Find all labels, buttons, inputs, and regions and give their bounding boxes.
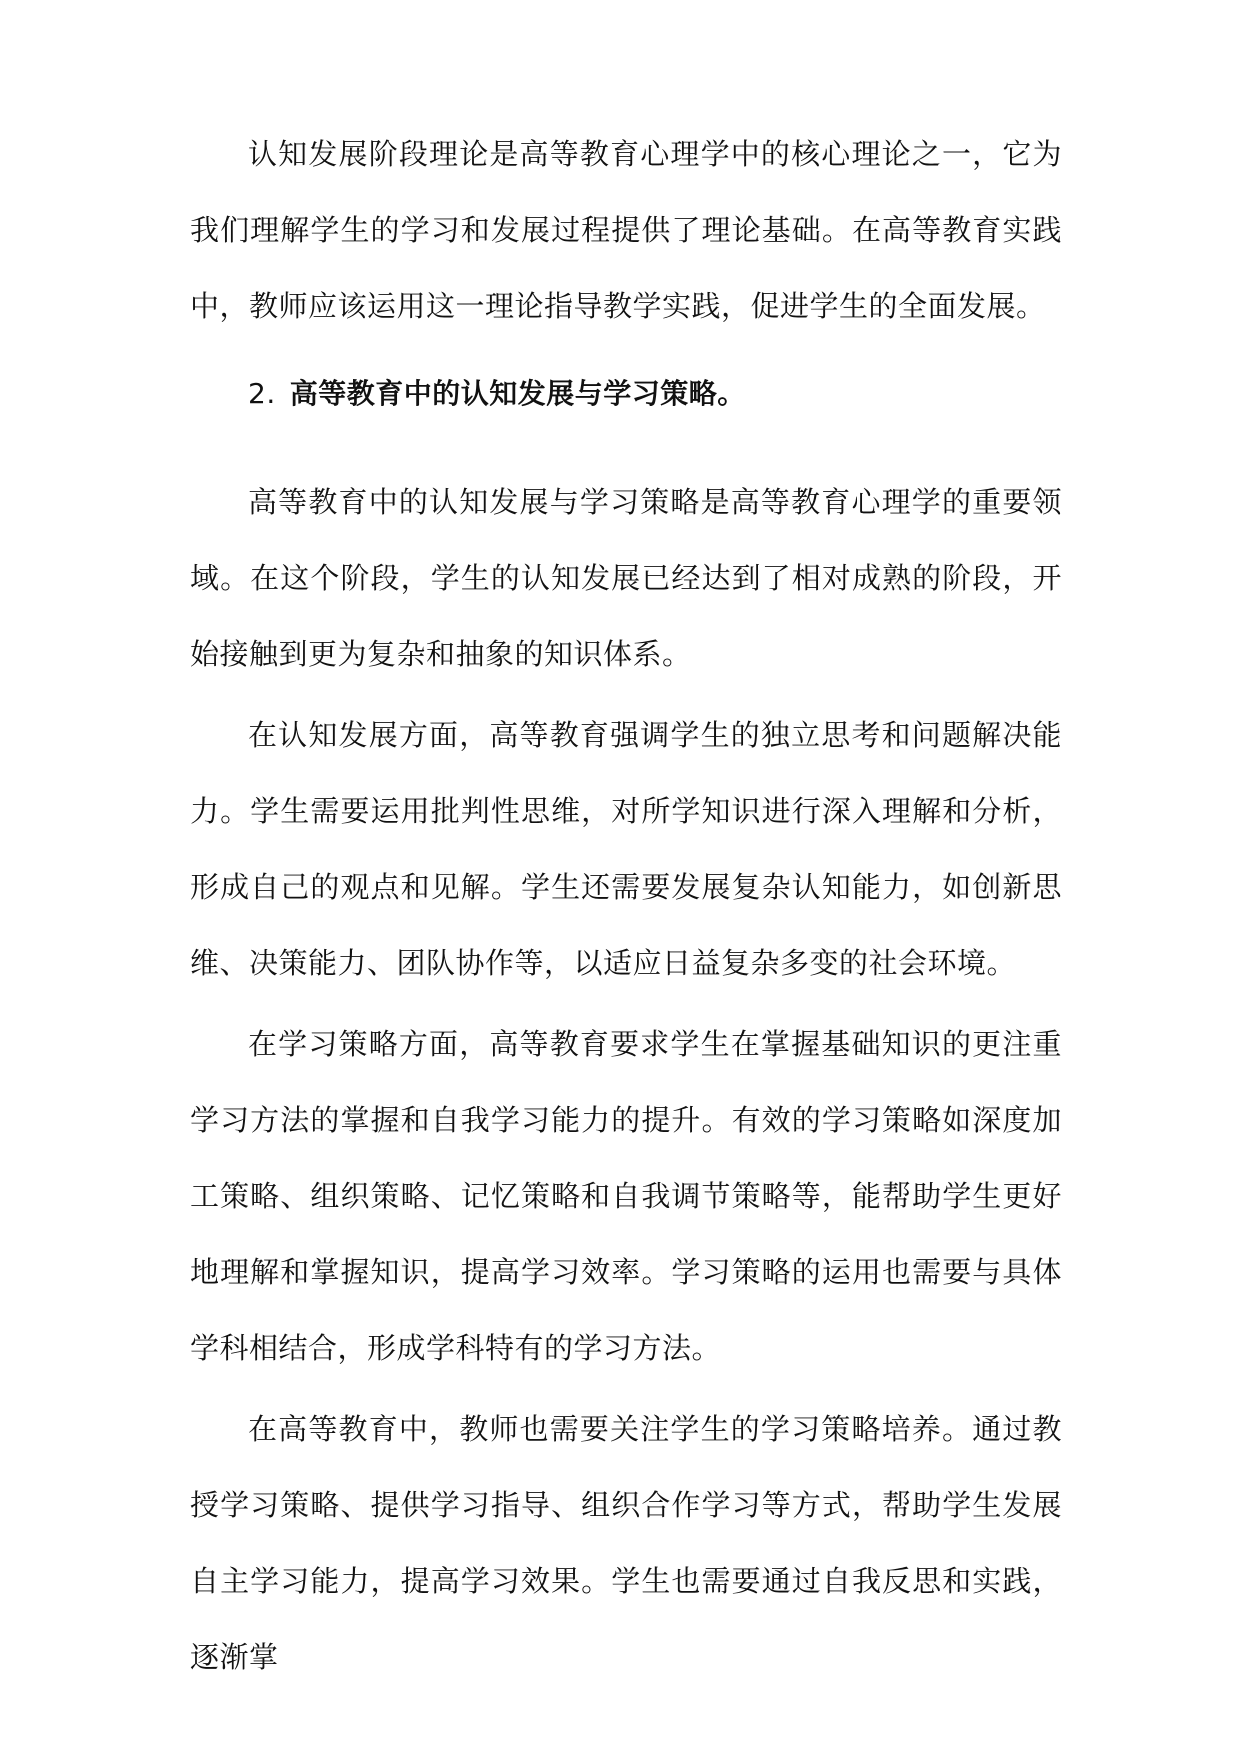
section-number: 2.	[248, 377, 276, 410]
section-title: 高等教育中的认知发展与学习策略。	[289, 377, 746, 410]
body-paragraph: 在高等教育中，教师也需要关注学生的学习策略培养。通过教授学习策略、提供学习指导、组织合作学习等方式，帮助学生发展自主学习能力，提高学习效果。学生也需要通过自我反思和实践，逐渐掌	[190, 1412, 1062, 1674]
body-paragraph: 在认知发展方面，高等教育强调学生的独立思考和问题解决能力。学生需要运用批判性思维，对所学知识进行深入理解和分析，形成自己的观点和见解。学生还需要发展复杂认知能力，如创新思维、决策能力、团队协作等，以适应日益复杂多变的社会环境。	[190, 718, 1062, 980]
body-paragraph: 高等教育中的认知发展与学习策略是高等教育心理学的重要领域。在这个阶段，学生的认知发展已经达到了相对成熟的阶段，开始接触到更为复杂和抽象的知识体系。	[190, 485, 1062, 671]
intro-paragraph: 认知发展阶段理论是高等教育心理学中的核心理论之一，它为我们理解学生的学习和发展过程提供了理论基础。在高等教育实践中，教师应该运用这一理论指导教学实践，促进学生的全面发展。	[190, 137, 1062, 323]
section-heading	[248, 356, 1062, 432]
body-paragraph: 在学习策略方面，高等教育要求学生在掌握基础知识的更注重学习方法的掌握和自我学习能力的提升。有效的学习策略如深度加工策略、组织策略、记忆策略和自我调节策略等，能帮助学生更好地理解和掌握知识，提高学习效率。学习策略的运用也需要与具体学科相结合，形成学科特有的学习方法。	[190, 1027, 1062, 1365]
